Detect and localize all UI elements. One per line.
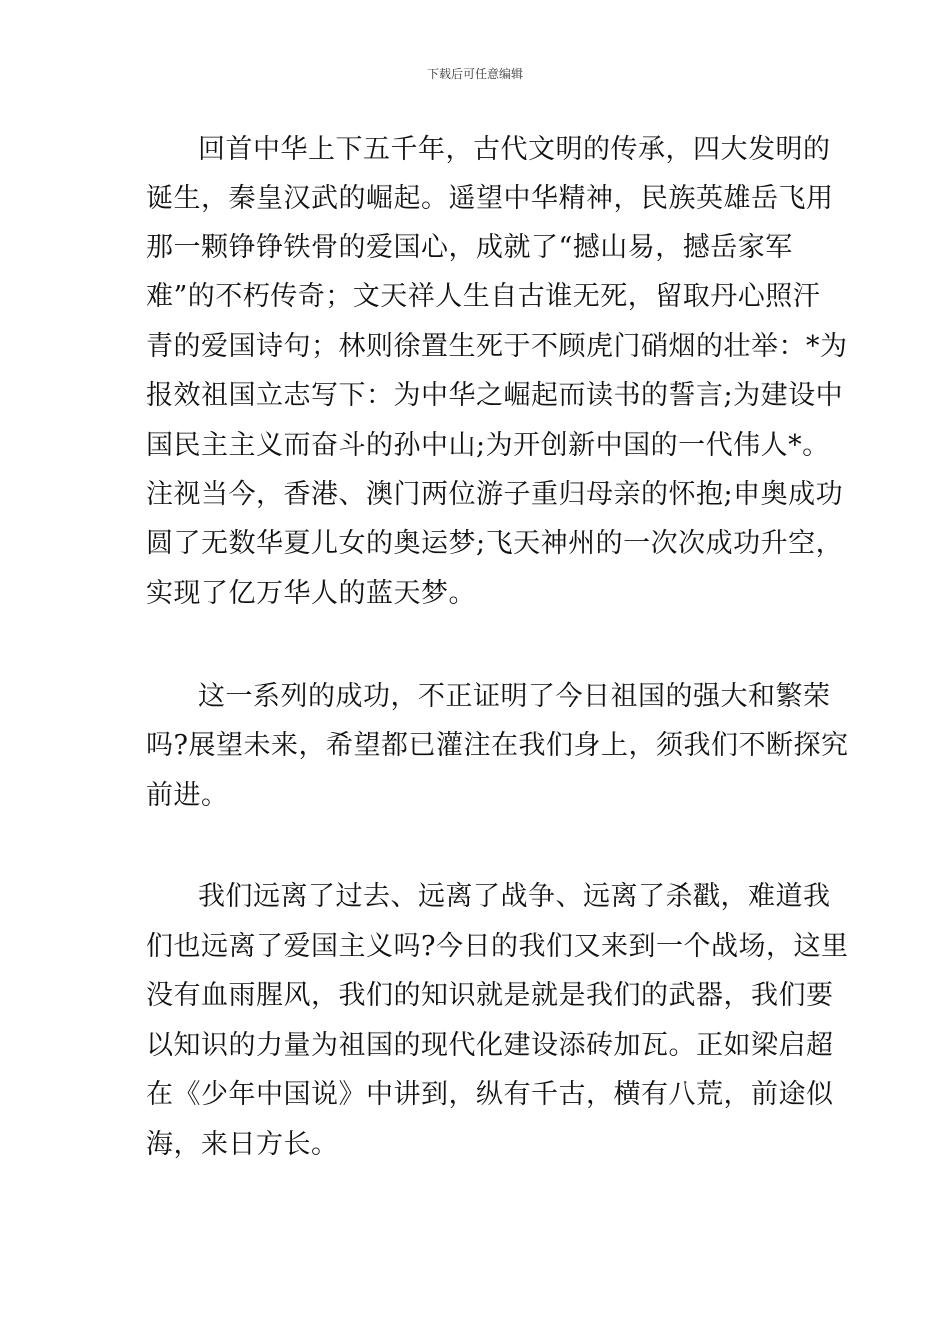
- paragraph-line: 没有血雨腥风，我们的知识就是就是我们的武器，我们要: [146, 980, 834, 1011]
- paragraph-line: 报效祖国立志写下：为中华之崛起而读书的誓言;为建设中: [146, 380, 844, 411]
- paragraph-line: 这一系列的成功，不正证明了今日祖国的强大和繁荣: [198, 681, 831, 712]
- paragraph-line: 实现了亿万华人的蓝天梦。: [146, 578, 476, 609]
- paragraph-line: 吗?展望未来，希望都已灌注在我们身上，须我们不断探究: [146, 730, 849, 761]
- paragraph-line: 前进。: [146, 780, 229, 811]
- paragraph-line: 在《少年中国说》中讲到，纵有千古，横有八荒，前途似: [146, 1079, 834, 1110]
- paragraph-line: 青的爱国诗句；林则徐置生死于不顾虎门硝烟的壮举：*为: [146, 331, 848, 362]
- paragraph-line: 难”的不朽传奇；文天祥人生自古谁无死，留取丹心照汗: [146, 281, 821, 312]
- page-header: 下载后可任意编辑: [426, 67, 523, 81]
- paragraph-line: 以知识的力量为祖国的现代化建设添砖加瓦。正如梁启超: [146, 1030, 834, 1061]
- paragraph-line: 们也远离了爱国主义吗?今日的我们又来到一个战场，这里: [146, 931, 849, 962]
- paragraph-line: 那一颗铮铮铁骨的爱国心，成就了“撼山易，撼岳家军: [146, 232, 793, 263]
- paragraph-line: 海，来日方长。: [146, 1129, 339, 1160]
- paragraph-line: 诞生，秦皇汉武的崛起。遥望中华精神，民族英雄岳飞用: [146, 183, 834, 214]
- paragraph-line: 国民主主义而奋斗的孙中山;为开创新中国的一代伟人*。: [146, 430, 830, 461]
- paragraph-line: 回首中华上下五千年，古代文明的传承，四大发明的: [198, 134, 831, 165]
- paragraph-line: 我们远离了过去、远离了战争、远离了杀戳，难道我: [198, 881, 831, 912]
- paragraph-line: 圆了无数华夏儿女的奥运梦;飞天神州的一次次成功升空，: [146, 528, 844, 559]
- paragraph-line: 注视当今，香港、澳门两位游子重归母亲的怀抱;申奥成功: [146, 479, 844, 510]
